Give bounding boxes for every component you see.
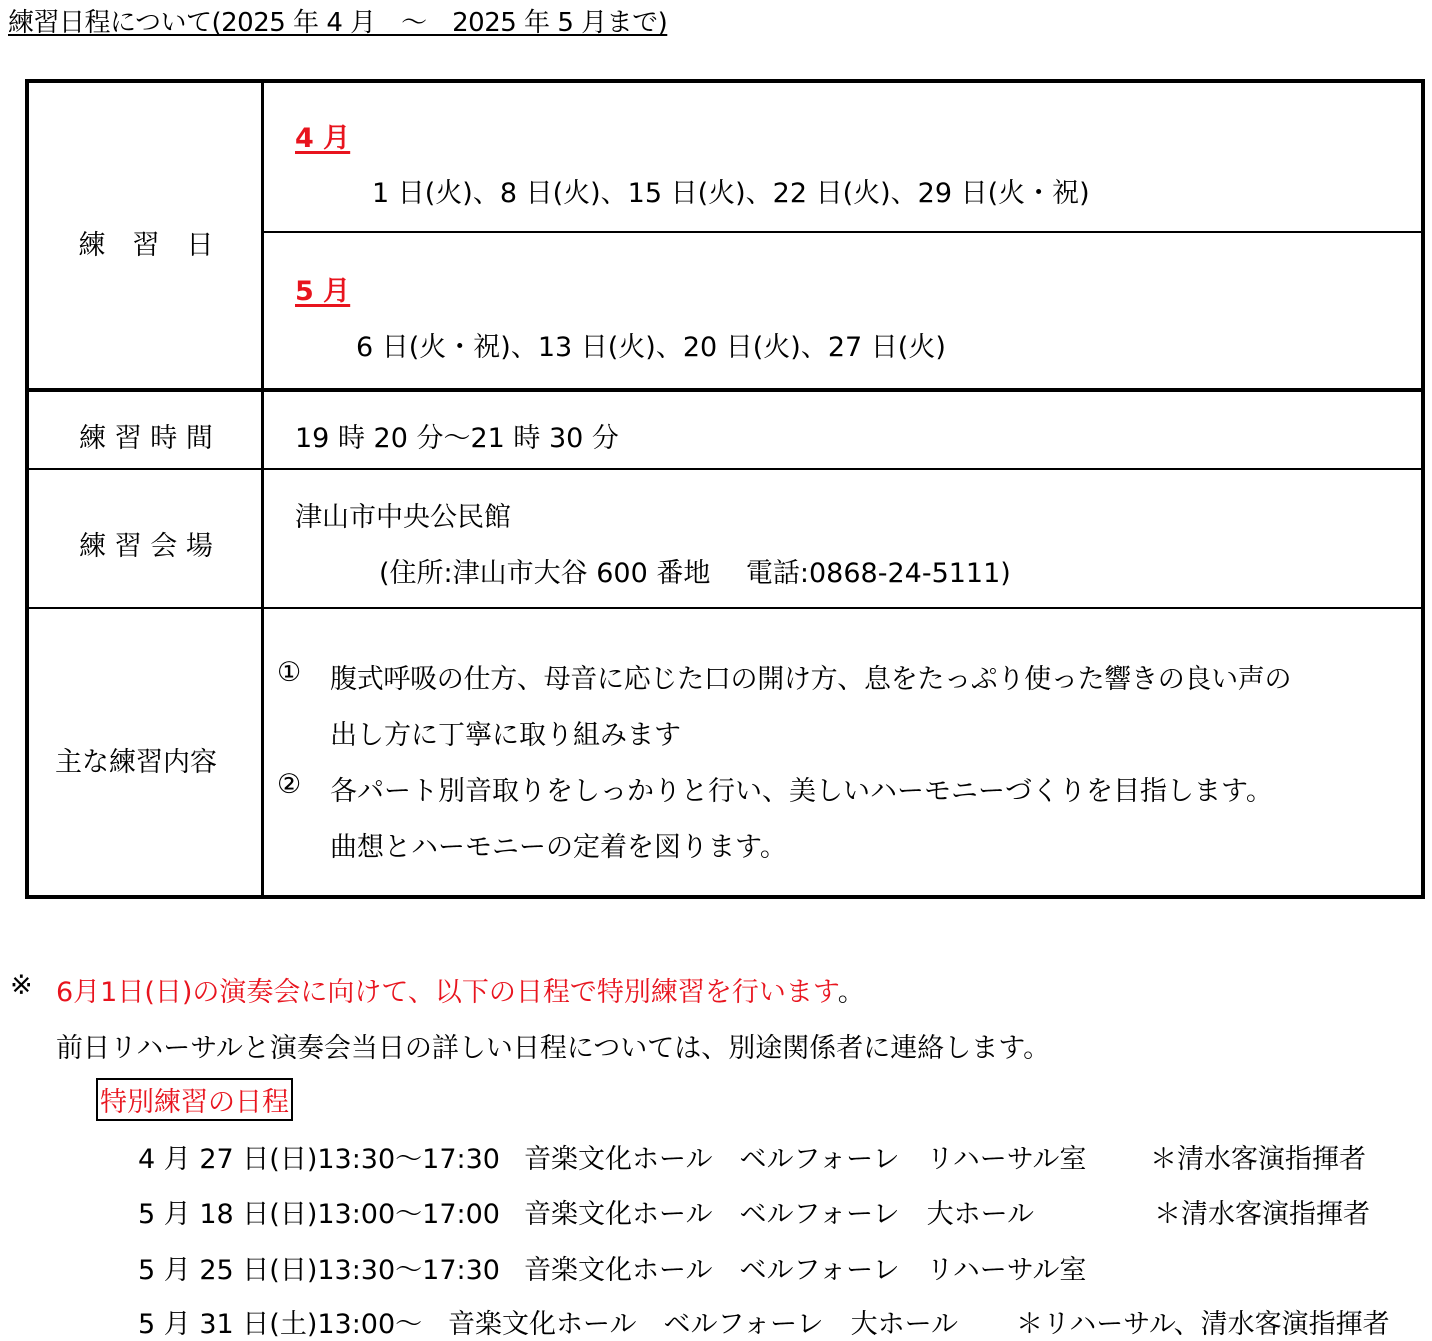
- special-row-1-date: 4 月 27 日(日)13:30～17:30: [138, 1144, 500, 1175]
- practice-time-value: 19 時 20 分～21 時 30 分: [295, 423, 619, 454]
- page-title: 練習日程について(2025 年 4 月 ～ 2025 年 5 月まで): [8, 8, 668, 38]
- content-item1-line2: 出し方に丁寧に取り組みます: [330, 720, 681, 751]
- may-month-label: 5 月: [295, 276, 351, 307]
- april-month-label: 4 月: [295, 123, 351, 154]
- row-divider: [29, 468, 1421, 470]
- content-item1-line1: 腹式呼吸の仕方、母音に応じた口の開け方、息をたっぷり使った響きの良い声の: [330, 664, 1292, 695]
- venue-address: (住所:津山市大谷 600 番地 電話:0868-24-5111): [379, 558, 1011, 589]
- content-item2-line2: 曲想とハーモニーの定着を図ります。: [330, 832, 787, 863]
- special-row-3-place: 音楽文化ホール ベルフォーレ リハーサル室: [524, 1255, 1087, 1286]
- schedule-table: [25, 79, 1425, 899]
- note-line1: [56, 970, 865, 1009]
- special-row-4-place: 音楽文化ホール ベルフォーレ 大ホール: [448, 1309, 959, 1340]
- row-divider: [29, 607, 1421, 609]
- special-row-1-note: ＊清水客演指揮者: [1150, 1144, 1366, 1175]
- venue-name: 津山市中央公民館: [295, 502, 511, 533]
- note-line2: 前日リハーサルと演奏会当日の詳しい日程については、別途関係者に連絡します。: [56, 1033, 1051, 1064]
- content-item1-marker: ①: [277, 657, 302, 688]
- april-dates: 1 日(火)、8 日(火)、15 日(火)、22 日(火)、29 日(火・祝): [372, 178, 1090, 209]
- venue-label: 練 習 会 場: [79, 531, 213, 562]
- special-practice-title: 特別練習の日程: [96, 1078, 293, 1121]
- special-row-2-date: 5 月 18 日(日)13:00～17:00: [138, 1199, 500, 1230]
- special-row-1-place: 音楽文化ホール ベルフォーレ リハーサル室: [524, 1144, 1087, 1175]
- note-marker: ※: [10, 970, 33, 1001]
- practice-days-label: 練 習 日: [78, 230, 214, 261]
- row-divider: [29, 388, 1421, 392]
- table-column-divider: [261, 83, 264, 895]
- note-red-text: 6月1日(日)の演奏会に向けて、以下の日程で特別練習を行います: [56, 977, 838, 1008]
- content-item2-marker: ②: [277, 769, 302, 800]
- special-row-2-place: 音楽文化ホール ベルフォーレ 大ホール: [524, 1199, 1035, 1230]
- content-label: 主な練習内容: [55, 747, 217, 778]
- special-row-4-date: 5 月 31 日(土)13:00～: [138, 1309, 423, 1340]
- practice-time-label: 練 習 時 間: [79, 423, 213, 454]
- may-dates: 6 日(火・祝)、13 日(火)、20 日(火)、27 日(火): [356, 332, 946, 363]
- note-red-suffix: 。: [837, 977, 865, 1008]
- special-row-2-note: ＊清水客演指揮者: [1154, 1199, 1370, 1230]
- content-item2-line1: 各パート別音取りをしっかりと行い、美しいハーモニーづくりを目指します。: [330, 776, 1273, 807]
- month-divider: [264, 231, 1425, 233]
- special-row-4-note: ＊リハーサル、清水客演指揮者: [1016, 1309, 1390, 1340]
- special-row-3-date: 5 月 25 日(日)13:30～17:30: [138, 1255, 500, 1286]
